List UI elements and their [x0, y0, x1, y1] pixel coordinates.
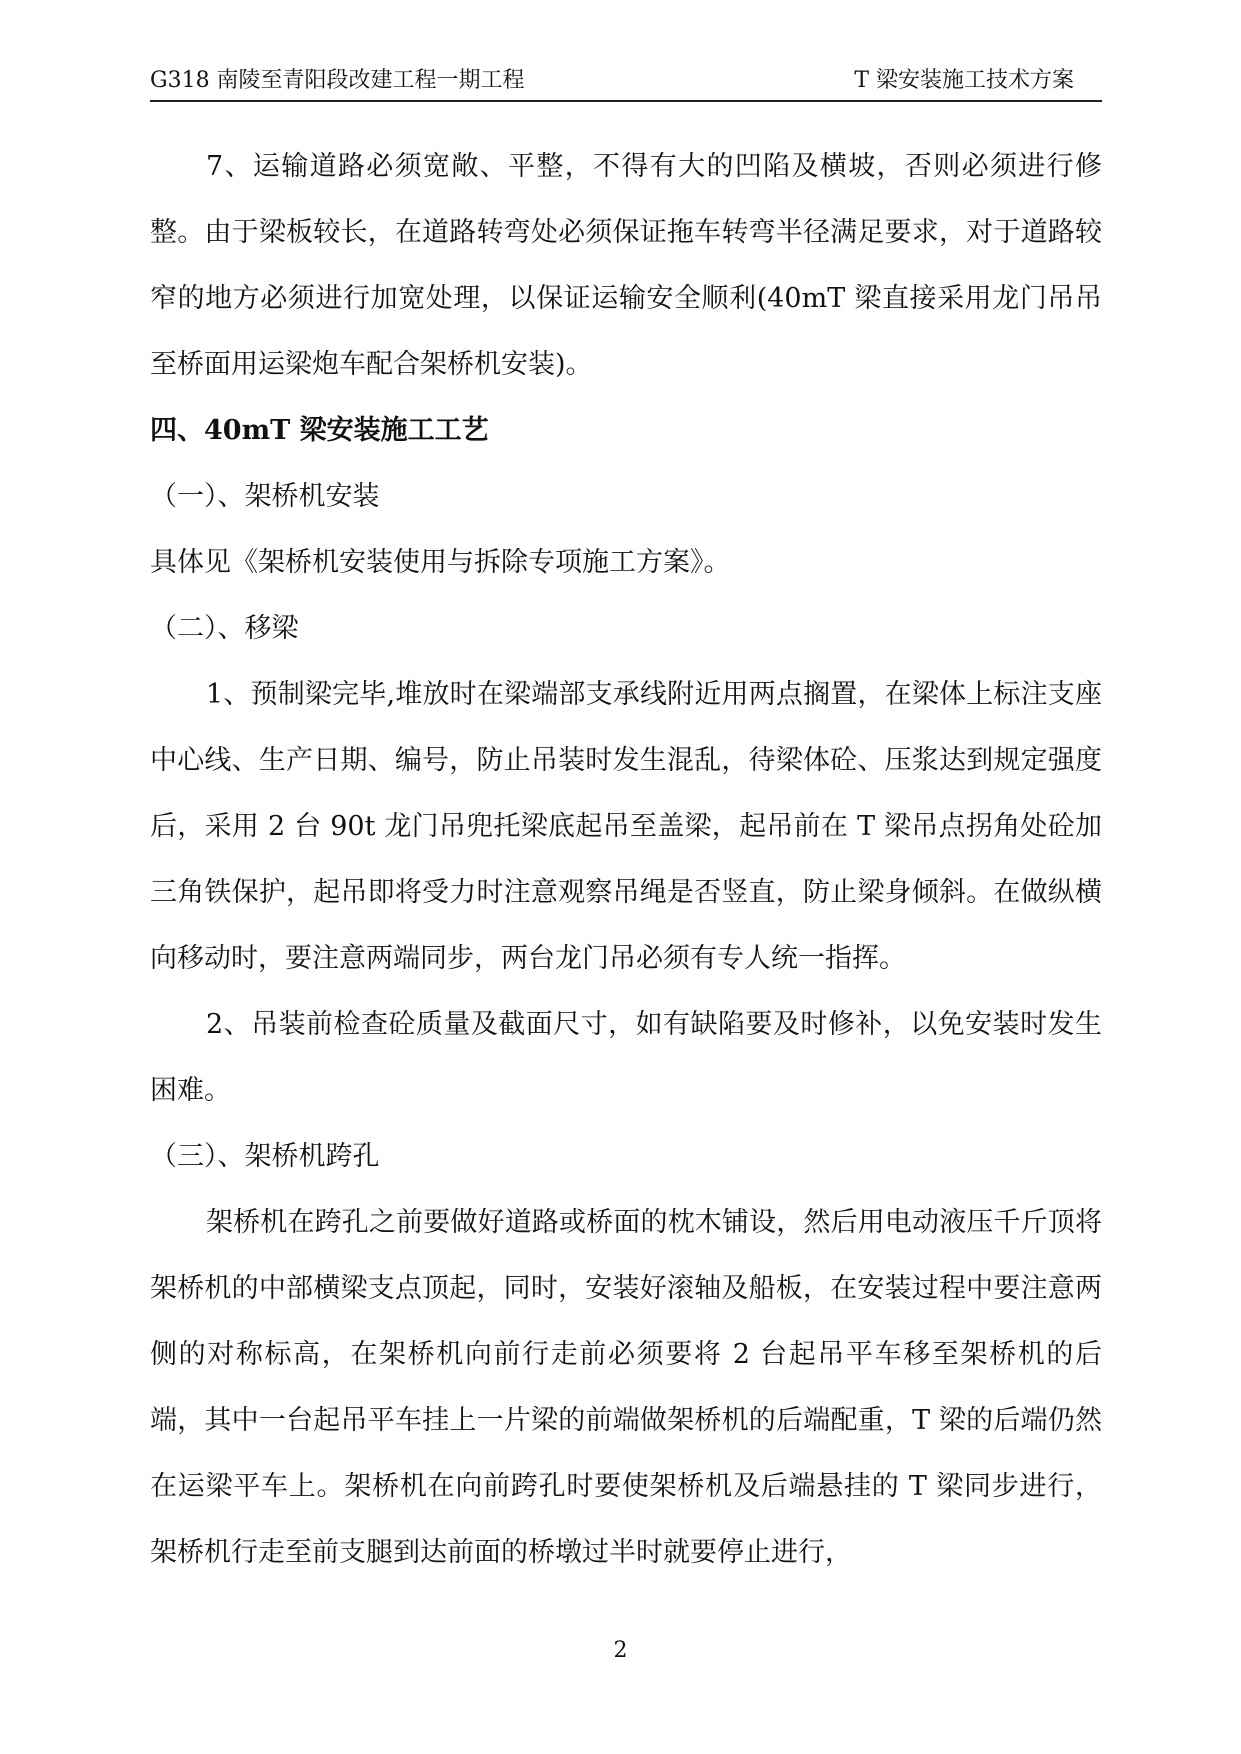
subheading-bridge-erector-installation: （一）、架桥机安装 [150, 481, 380, 512]
paragraph-transport-road: 7、运输道路必须宽敞、平整，不得有大的凹陷及横坡，否则必须进行修整。由于梁板较长，在道路转弯处必须保证拖车转弯半径满足要求，对于道路较窄的地方必须进行加宽处理，以保证运输安全顺利(40mT 梁直接采用龙门吊吊至桥面用运梁炮车配合架桥机安装)。 [150, 151, 1102, 380]
page-header [150, 64, 1102, 102]
paragraph-beam-moving-1: 1、预制梁完毕,堆放时在梁端部支承线附近用两点搁置，在梁体上标注支座中心线、生产日期、编号，防止吊装时发生混乱，待梁体砼、压浆达到规定强度后，采用 2 台 90t 龙门吊兜托梁底起吊至盖梁，起吊前在 T 梁吊点拐角处砼加三角铁保护，起吊即将受力时注意观察吊绳是否竖直，防止梁身倾斜。在做纵横向移动时，要注意两端同步，两台龙门吊必须有专人统一指挥。 [150, 679, 1102, 974]
paragraph-bridge-erector-span: 架桥机在跨孔之前要做好道路或桥面的枕木铺设，然后用电动液压千斤顶将架桥机的中部横梁支点顶起，同时，安装好滚轴及船板，在安装过程中要注意两侧的对称标高，在架桥机向前行走前必须要将 2 台起吊平车移至架桥机的后端，其中一台起吊平车挂上一片梁的前端做架桥机的后端配重，T 梁的后端仍然在运梁平车上。架桥机在向前跨孔时要使架桥机及后端悬挂的 T 梁同步进行，架桥机行走至前支腿到达前面的桥墩过半时就要停止进行， [150, 1207, 1102, 1568]
paragraph-beam-moving-2: 2、吊装前检查砼质量及截面尺寸，如有缺陷要及时修补，以免安装时发生困难。 [150, 1009, 1102, 1106]
section-heading-installation-process: 四、40mT 梁安装施工工艺 [150, 415, 489, 446]
paragraph-reference-plan: 具体见《架桥机安装使用与拆除专项施工方案》。 [150, 547, 731, 578]
subheading-beam-moving: （二）、移梁 [150, 613, 299, 644]
document-body [150, 134, 1102, 1586]
page-number: 2 [613, 1638, 628, 1663]
header-document-title: T 梁安装施工技术方案 [854, 68, 1074, 93]
subheading-bridge-erector-span: （三）、架桥机跨孔 [150, 1141, 380, 1172]
header-project-title: G318 南陵至青阳段改建工程一期工程 [150, 68, 525, 93]
